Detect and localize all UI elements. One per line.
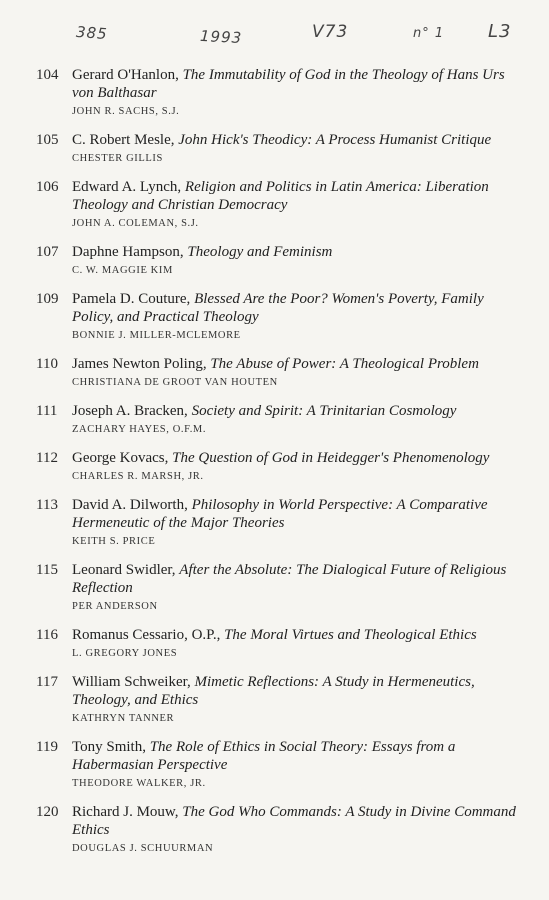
handwritten-note: 1993: [199, 26, 243, 48]
review-body: [72, 178, 516, 229]
book-author: Edward A. Lynch,: [72, 179, 182, 195]
book-citation: [72, 449, 516, 467]
book-author: George Kovacs,: [72, 450, 169, 466]
book-citation: [72, 355, 516, 373]
book-review-list: [36, 66, 516, 868]
book-citation: [72, 496, 516, 532]
review-entry: [36, 131, 516, 164]
page-number: 104: [36, 67, 59, 83]
book-citation: [72, 66, 516, 102]
review-entry: [36, 626, 516, 659]
book-title: The Abuse of Power: A Theological Problem: [210, 356, 479, 372]
handwritten-note: n° 1: [413, 26, 445, 41]
review-body: [72, 673, 516, 724]
reviewer-name: L. GREGORY JONES: [72, 648, 178, 659]
review-entry: [36, 449, 516, 482]
book-title: Religion and Politics in Latin America: Liberation Theology and Christian Democracy: [72, 179, 489, 213]
book-title: The Role of Ethics in Social Theory: Essays from a Habermasian Perspective: [72, 739, 456, 773]
book-author: Joseph A. Bracken,: [72, 403, 188, 419]
review-entry: [36, 673, 516, 724]
review-body: [72, 803, 516, 854]
reviewer-name: THEODORE WALKER, JR.: [72, 778, 206, 789]
page-number: 117: [36, 674, 58, 690]
book-author: C. Robert Mesle,: [72, 132, 175, 148]
reviewer-name: JOHN A. COLEMAN, S.J.: [72, 218, 199, 229]
review-body: [72, 131, 516, 164]
reviewer-name: KEITH S. PRICE: [72, 536, 156, 547]
book-author: Richard J. Mouw,: [72, 804, 179, 820]
book-citation: [72, 673, 516, 709]
review-entry: [36, 355, 516, 388]
book-title: Philosophy in World Perspective: A Comparative Hermeneutic of the Major Theories: [72, 497, 488, 531]
book-author: Leonard Swidler,: [72, 562, 176, 578]
review-entry: [36, 243, 516, 276]
book-title: John Hick's Theodicy: A Process Humanist Critique: [178, 132, 492, 148]
book-title: After the Absolute: The Dialogical Future of Religious Reflection: [72, 562, 507, 596]
review-body: [72, 290, 516, 341]
review-entry: [36, 178, 516, 229]
page-number: 109: [36, 291, 59, 307]
reviewer-name: C. W. MAGGIE KIM: [72, 265, 173, 276]
review-body: [72, 626, 516, 659]
book-author: Tony Smith,: [72, 739, 146, 755]
page-number: 110: [36, 356, 58, 372]
review-body: [72, 561, 516, 612]
page-number: 113: [36, 497, 58, 513]
page-number: 107: [36, 244, 59, 260]
page-number: 111: [36, 403, 58, 419]
book-citation: [72, 243, 516, 261]
book-title: The Question of God in Heidegger's Phenomenology: [172, 450, 490, 466]
review-entry: [36, 496, 516, 547]
page-number: 116: [36, 627, 58, 643]
review-body: [72, 355, 516, 388]
reviewer-name: DOUGLAS J. SCHUURMAN: [72, 843, 214, 854]
book-citation: [72, 738, 516, 774]
review-entry: [36, 290, 516, 341]
book-citation: [72, 131, 516, 149]
book-author: William Schweiker,: [72, 674, 191, 690]
book-author: Pamela D. Couture,: [72, 291, 191, 307]
review-body: [72, 496, 516, 547]
page-number: 106: [36, 179, 59, 195]
book-title: Theology and Feminism: [187, 244, 333, 260]
reviewer-name: CHARLES R. MARSH, JR.: [72, 471, 204, 482]
reviewer-name: ZACHARY HAYES, O.F.M.: [72, 424, 207, 435]
book-title: The Moral Virtues and Theological Ethics: [224, 627, 477, 643]
book-title: Society and Spirit: A Trinitarian Cosmology: [191, 403, 457, 419]
handwritten-notes: [0, 18, 549, 48]
handwritten-note: L3: [488, 21, 512, 42]
review-entry: [36, 402, 516, 435]
book-author: Romanus Cessario, O.P.,: [72, 627, 221, 643]
reviewer-name: JOHN R. SACHS, S.J.: [72, 106, 180, 117]
book-citation: [72, 290, 516, 326]
book-citation: [72, 402, 516, 420]
book-author: Daphne Hampson,: [72, 244, 184, 260]
book-author: Gerard O'Hanlon,: [72, 67, 179, 83]
reviewer-name: CHESTER GILLIS: [72, 153, 163, 164]
book-title: The God Who Commands: A Study in Divine Command Ethics: [72, 804, 516, 838]
book-title: Blessed Are the Poor? Women's Poverty, Family Policy, and Practical Theology: [72, 291, 484, 325]
page-number: 120: [36, 804, 59, 820]
reviewer-name: KATHRYN TANNER: [72, 713, 175, 724]
review-body: [72, 449, 516, 482]
reviewer-name: BONNIE J. MILLER-MCLEMORE: [72, 330, 241, 341]
page-number: 112: [36, 450, 58, 466]
book-author: James Newton Poling,: [72, 356, 207, 372]
handwritten-note: V73: [312, 22, 349, 42]
handwritten-note: 385: [75, 22, 109, 44]
review-body: [72, 243, 516, 276]
page-number: 119: [36, 739, 58, 755]
page-number: 105: [36, 132, 59, 148]
review-body: [72, 66, 516, 117]
page-number: 115: [36, 562, 58, 578]
book-citation: [72, 561, 516, 597]
review-entry: [36, 738, 516, 789]
book-title: The Immutability of God in the Theology of Hans Urs von Balthasar: [72, 67, 505, 101]
book-author: David A. Dilworth,: [72, 497, 188, 513]
reviewer-name: CHRISTIANA DE GROOT VAN HOUTEN: [72, 377, 278, 388]
review-entry: [36, 66, 516, 117]
book-citation: [72, 626, 516, 644]
review-entry: [36, 561, 516, 612]
review-body: [72, 738, 516, 789]
review-entry: [36, 803, 516, 854]
book-title: Mimetic Reflections: A Study in Hermeneutics, Theology, and Ethics: [72, 674, 475, 708]
review-body: [72, 402, 516, 435]
reviewer-name: PER ANDERSON: [72, 601, 158, 612]
book-citation: [72, 178, 516, 214]
book-citation: [72, 803, 516, 839]
